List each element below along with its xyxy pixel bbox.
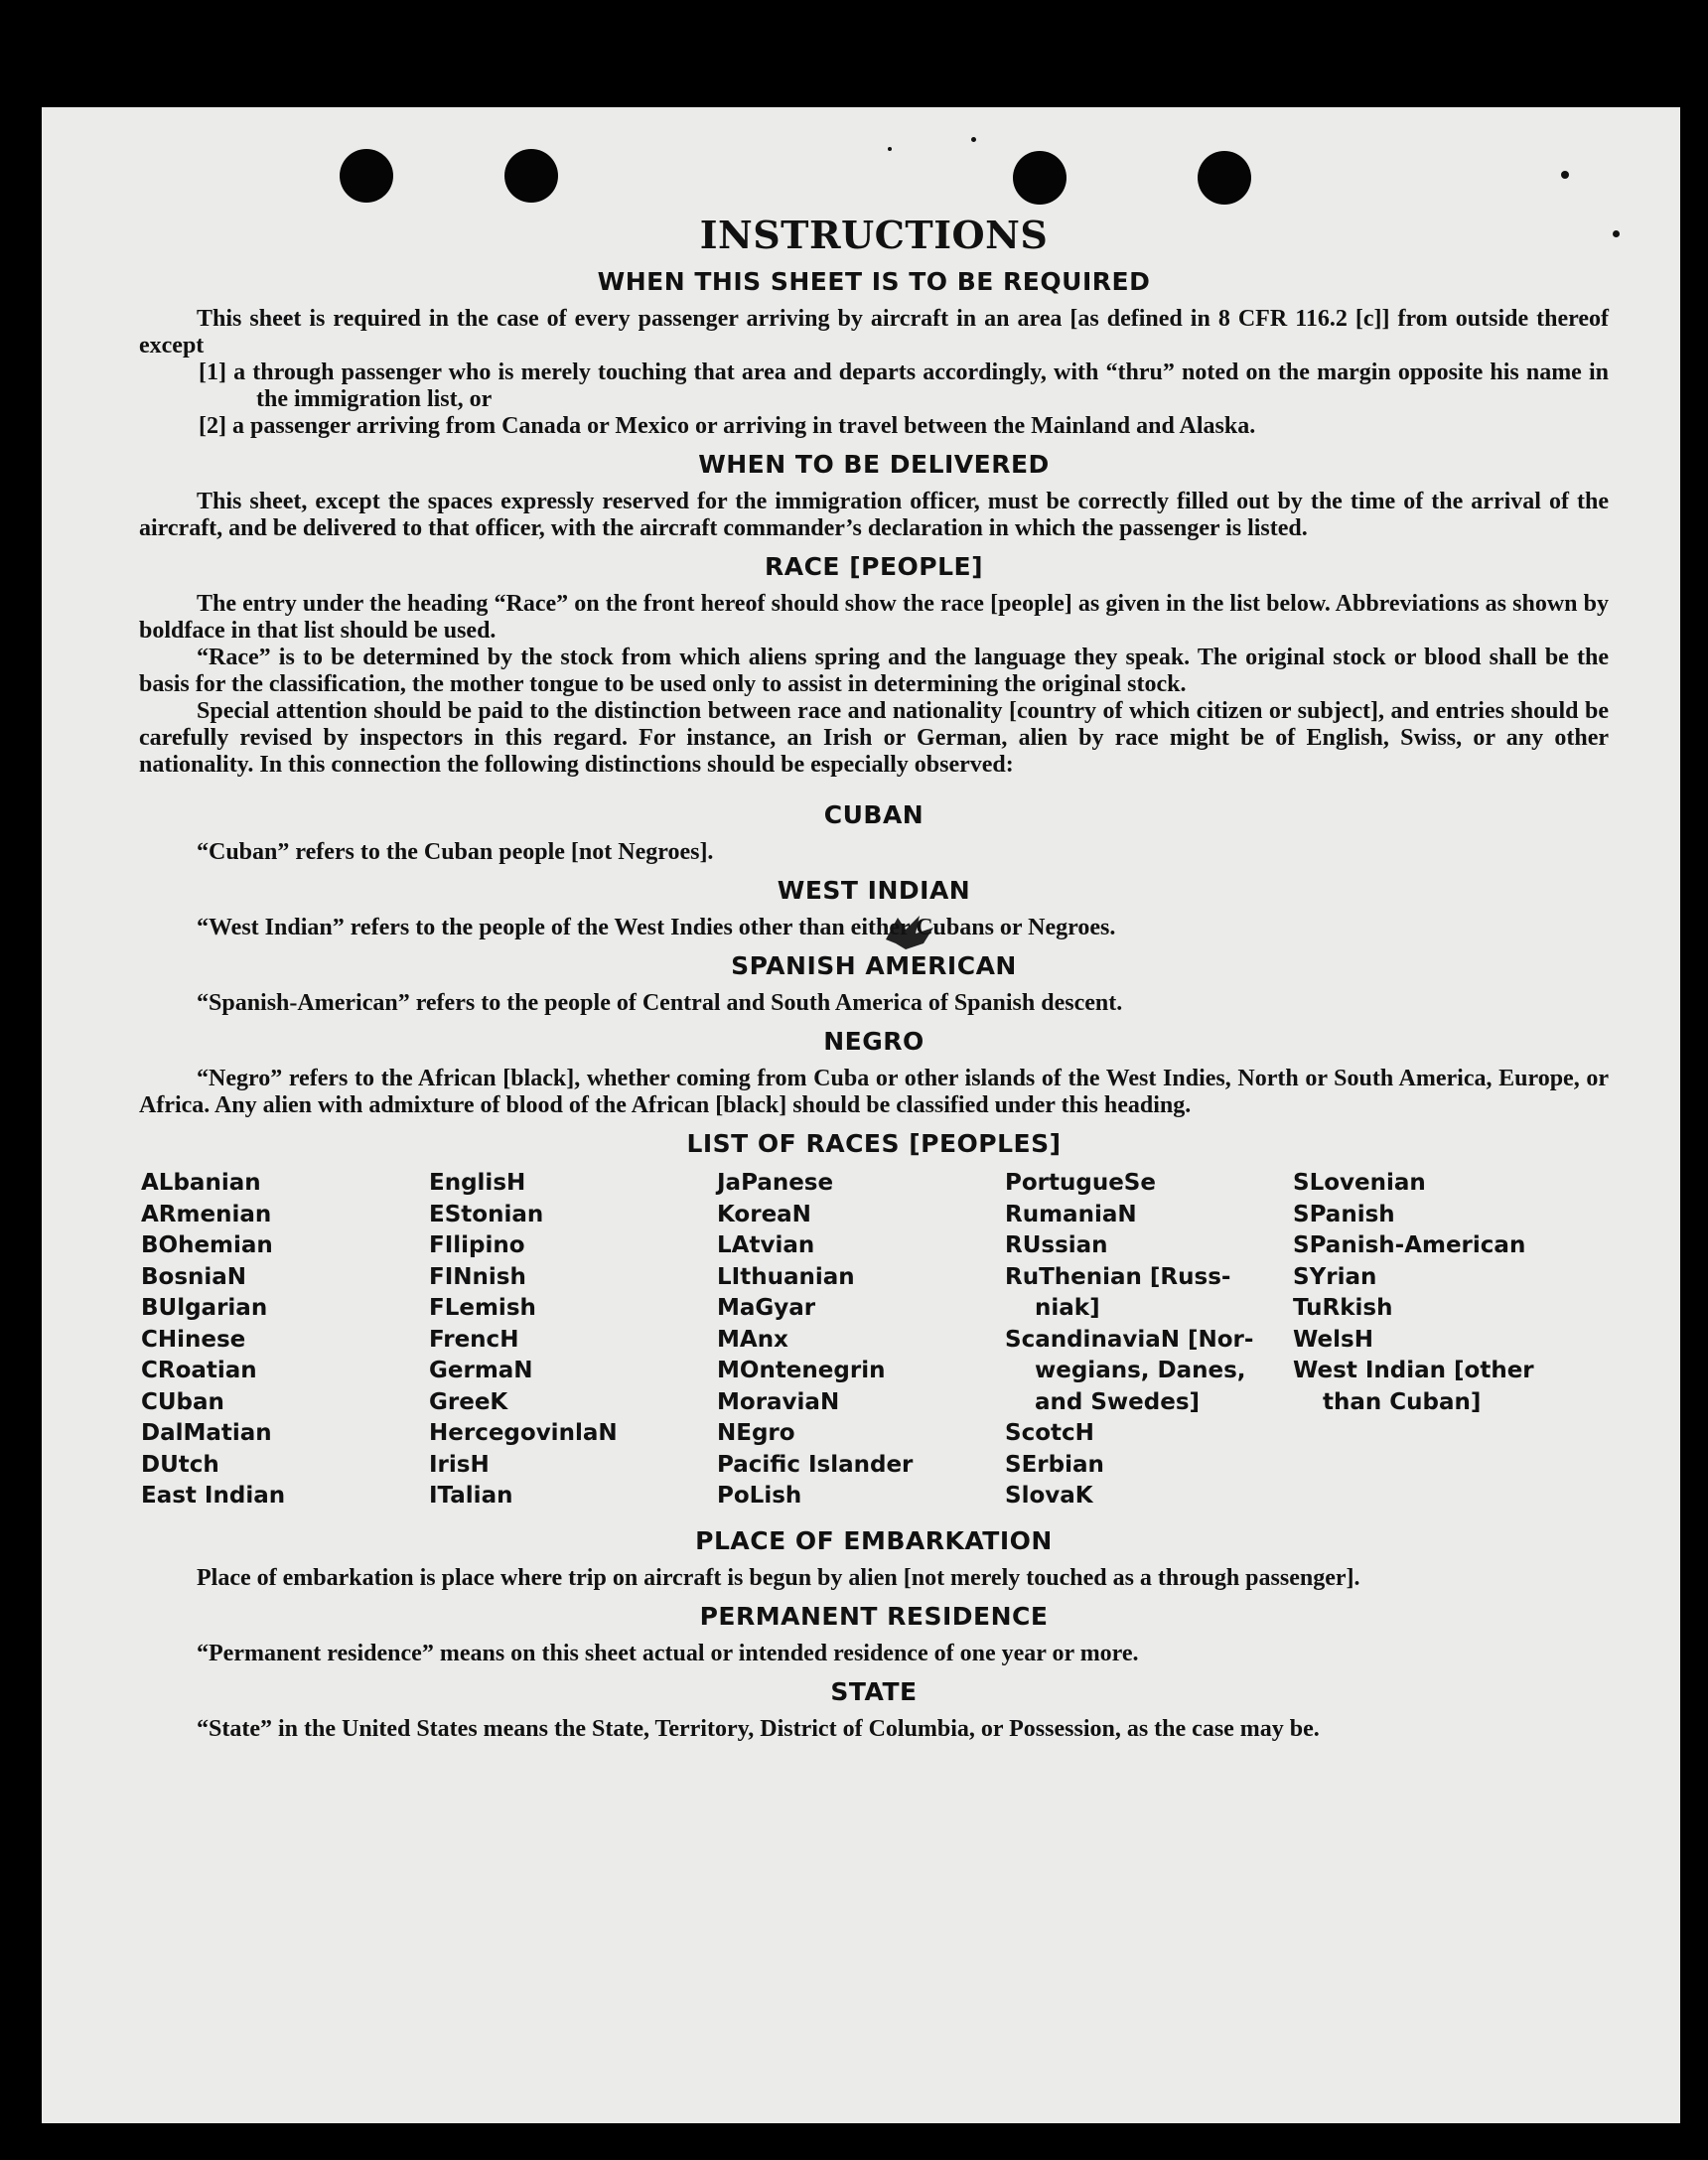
speck xyxy=(971,137,976,142)
race-entry: SYrian xyxy=(1293,1263,1377,1290)
race-paragraph-2: “Race” is to be determined by the stock from which aliens spring and the language they speak. The original stock or blood shall be the basis for the classification, the mother tongue to be used only to assist in determining the original stock. xyxy=(139,645,1609,697)
race-entry: DUtch xyxy=(141,1451,219,1478)
heading-embarkation: PLACE OF EMBARKATION xyxy=(695,1525,1053,1555)
page-title: INSTRUCTIONS xyxy=(699,213,1049,257)
document-sheet xyxy=(42,107,1680,2123)
race-entry: GermaN xyxy=(429,1358,533,1383)
race-entry: CHinese xyxy=(141,1326,246,1353)
race-entry: RUssian xyxy=(1005,1232,1108,1258)
race-entry: GreeK xyxy=(429,1388,508,1415)
required-item-2: [2] a passenger arriving from Canada or Mexico or arriving in travel between the Mainland and Alaska. xyxy=(199,413,1256,439)
heading-required: WHEN THIS SHEET IS TO BE REQUIRED xyxy=(597,267,1151,296)
race-entry: LAtvian xyxy=(717,1232,815,1258)
race-entry: FINnish xyxy=(429,1263,526,1290)
speck xyxy=(1561,171,1569,179)
race-entry: IrisH xyxy=(429,1451,490,1478)
race-entry: MoraviaN xyxy=(717,1388,840,1415)
race-entry: BUlgarian xyxy=(141,1295,268,1321)
negro-text: “Negro” refers to the African [black], whether coming from Cuba or other islands of the West Indies, North or South America, Europe, or Africa. Any alien with admixture of blood of the African [black] should be classified under this heading. xyxy=(139,1066,1609,1118)
punch-hole xyxy=(1013,151,1067,205)
race-entry: SErbian xyxy=(1005,1451,1104,1478)
punch-hole xyxy=(1198,151,1251,205)
race-entry: West Indian [other xyxy=(1293,1358,1534,1383)
race-entry: MOntenegrin xyxy=(717,1358,886,1383)
race-entry: NEgro xyxy=(717,1420,795,1446)
race-paragraph-1: The entry under the heading “Race” on the front hereof should show the race [people] as given in the list below. Abbreviations as shown by boldface in that list should be used. xyxy=(139,591,1609,644)
race-entry: DalMatian xyxy=(141,1420,272,1446)
race-entry: WelsH xyxy=(1293,1326,1373,1353)
races-column-2 xyxy=(429,1168,717,1512)
race-entry: ScotcH xyxy=(1005,1420,1094,1446)
state-text: “State” in the United States means the State, Territory, District of Columbia, or Possession, as the case may be. xyxy=(197,1715,1320,1742)
race-entry: FIlipino xyxy=(429,1232,525,1258)
race-entry: ScandinaviaN [Nor- xyxy=(1005,1326,1254,1353)
race-paragraph-3: Special attention should be paid to the distinction between race and nationality [country of which citizen or subject], and entries should be carefully revised by inspectors in this regard. For instance, an Irish or German, alien by race might be of English, Swiss, or any other nationality. In this connection the following distinctions should be especially observed: xyxy=(139,698,1609,778)
delivered-text: This sheet, except the spaces expressly reserved for the immigration officer, must be correctly filled out by the time of the arrival of the aircraft, and be delivered to that officer, with the aircraft commander’s declaration in which the passenger is listed. xyxy=(139,489,1609,541)
race-entry: CUban xyxy=(141,1388,224,1415)
race-entry-continued: than Cuban] xyxy=(1323,1388,1482,1415)
heading-race: RACE [PEOPLE] xyxy=(764,552,984,581)
heading-west-indian: WEST INDIAN xyxy=(777,876,971,905)
required-item-1: [1] a through passenger who is merely touching that area and departs accordingly, with “thru” noted on the margin opposite his name in the immigration list, or xyxy=(199,360,1609,412)
race-entry: Pacific Islander xyxy=(717,1451,914,1478)
race-entry: KoreaN xyxy=(717,1201,811,1227)
embarkation-text: Place of embarkation is place where trip on aircraft is begun by alien [not merely touched as a through passenger]. xyxy=(197,1564,1360,1591)
heading-cuban: CUBAN xyxy=(823,800,925,829)
race-entry: JaPanese xyxy=(717,1170,834,1196)
race-entry: SLovenian xyxy=(1293,1170,1426,1196)
race-entry: EStonian xyxy=(429,1201,544,1227)
race-entry: TuRkish xyxy=(1293,1295,1393,1321)
race-entry: ALbanian xyxy=(141,1170,261,1196)
cuban-text: “Cuban” refers to the Cuban people [not Negroes]. xyxy=(197,839,714,865)
race-entry: PoLish xyxy=(717,1483,802,1509)
races-column-5 xyxy=(1293,1168,1591,1512)
race-entry: HercegovinlaN xyxy=(429,1420,618,1446)
race-entry: LIthuanian xyxy=(717,1263,855,1290)
west-indian-text: “West Indian” refers to the people of the West Indies other than either Cubans or Negroes. xyxy=(197,915,1116,940)
heading-negro: NEGRO xyxy=(823,1027,925,1056)
race-entry: ARmenian xyxy=(141,1201,272,1227)
instructions-content xyxy=(139,213,1609,1743)
residence-text: “Permanent residence” means on this sheet actual or intended residence of one year or more. xyxy=(197,1640,1139,1666)
race-entry: CRoatian xyxy=(141,1358,257,1383)
required-intro: This sheet is required in the case of every passenger arriving by aircraft in an area [as defined in 8 CFR 116.2 [c]] from outside thereof except xyxy=(139,306,1609,359)
race-entry: SlovaK xyxy=(1005,1483,1093,1509)
race-entry: PortugueSe xyxy=(1005,1170,1156,1196)
race-entry: FLemish xyxy=(429,1295,536,1321)
race-entry: SPanish xyxy=(1293,1201,1395,1227)
heading-state: STATE xyxy=(830,1676,918,1706)
punch-hole xyxy=(340,149,393,203)
race-entry: BOhemian xyxy=(141,1232,273,1258)
speck xyxy=(1613,230,1620,237)
punch-hole xyxy=(504,149,558,203)
races-column-1 xyxy=(141,1168,429,1512)
speck xyxy=(888,147,892,151)
race-entry: EnglisH xyxy=(429,1170,526,1196)
races-column-3 xyxy=(717,1168,1005,1512)
heading-races-list: LIST OF RACES [PEOPLES] xyxy=(686,1129,1062,1158)
race-entry-continued: and Swedes] xyxy=(1035,1388,1201,1415)
spanish-american-text: “Spanish-American” refers to the people of Central and South America of Spanish descent. xyxy=(197,990,1123,1016)
heading-spanish-american: SPANISH AMERICAN xyxy=(731,951,1017,980)
races-list xyxy=(141,1168,1609,1512)
heading-residence: PERMANENT RESIDENCE xyxy=(699,1601,1049,1631)
race-entry: RuThenian [Russ- xyxy=(1005,1263,1231,1290)
race-entry: BosniaN xyxy=(141,1263,247,1290)
race-entry-continued: wegians, Danes, xyxy=(1035,1358,1246,1383)
race-entry: East Indian xyxy=(141,1483,286,1509)
race-entry: SPanish-American xyxy=(1293,1232,1526,1258)
race-entry: MAnx xyxy=(717,1326,788,1353)
races-column-4 xyxy=(1005,1168,1293,1512)
race-entry: FrencH xyxy=(429,1326,519,1353)
race-entry: MaGyar xyxy=(717,1295,816,1321)
race-entry: ITalian xyxy=(429,1483,513,1509)
heading-delivered: WHEN TO BE DELIVERED xyxy=(698,450,1050,479)
race-entry-continued: niak] xyxy=(1035,1295,1100,1321)
race-entry: RumaniaN xyxy=(1005,1201,1137,1227)
